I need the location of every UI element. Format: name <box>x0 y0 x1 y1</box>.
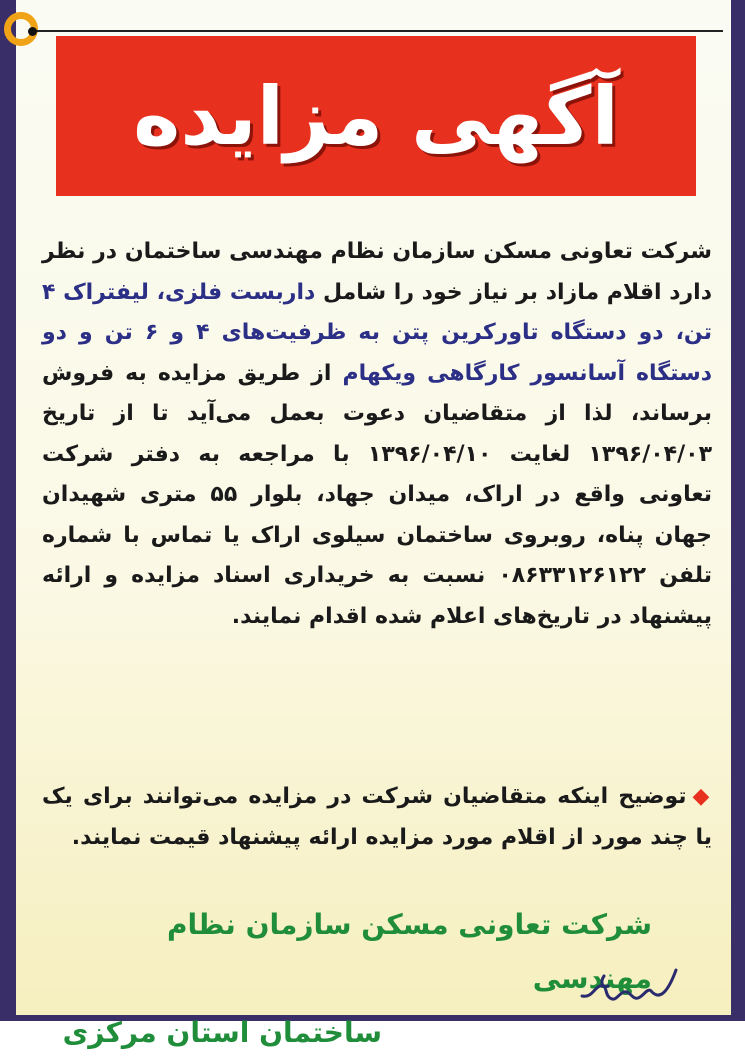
note-text: توضیح اینکه متقاضیان شرکت در مزایده می‌توانند برای یک یا چند مورد از اقلام مورد مزایده ارائه پیشنهاد قیمت نمایند. <box>42 784 712 850</box>
handwritten-signature-icon <box>564 962 684 1012</box>
body-details: از طریق مزایده به فروش برساند، لذا از متقاضیان دعوت بعمل می‌آید تا از تاریخ ۱۳۹۶/۰۴/۰۳ لغایت ۱۳۹۶/۰۴/۱۰ با مراجعه به دفتر شرکت تعاونی واقع در اراک، میدان جهاد، بلوار ۵۵ متری شهیدان جهان پناه، روبروی ساختمان سیلوی اراک یا تماس با شماره تلفن ۰۸۶۳۳۱۲۶۱۲۲ نسبت به خریداری اسناد مزایده و ارائه پیشنهاد در تاریخ‌های اعلام شده اقدام نمایند. <box>42 360 713 629</box>
notice-note <box>42 777 712 858</box>
page-title: آگهی مزایده <box>133 69 619 163</box>
auction-items: داربست فلزی، لیفتراک ۴ تن، دو دستگاه تاورکرین پتن به ظرفیت‌های ۴ و ۶ تن و دو دستگاه آسانسور کارگاهی ویکهام <box>42 279 712 386</box>
body-intro: شرکت تعاونی مسکن سازمان نظام مهندسی ساختمان در نظر دارد اقلام مازاد بر نیاز خود را شامل <box>42 239 713 305</box>
signature-line-1: شرکت تعاونی مسکن سازمان نظام مهندسی <box>167 908 652 995</box>
signature-line-2: ساختمان استان مرکزی <box>62 1016 382 1049</box>
diamond-bullet-icon: ◆ <box>692 784 712 809</box>
rule-dot-icon <box>28 27 37 36</box>
title-banner <box>56 36 696 196</box>
notice-body <box>42 232 712 637</box>
top-rule <box>30 30 723 32</box>
signature-block <box>42 898 652 1060</box>
